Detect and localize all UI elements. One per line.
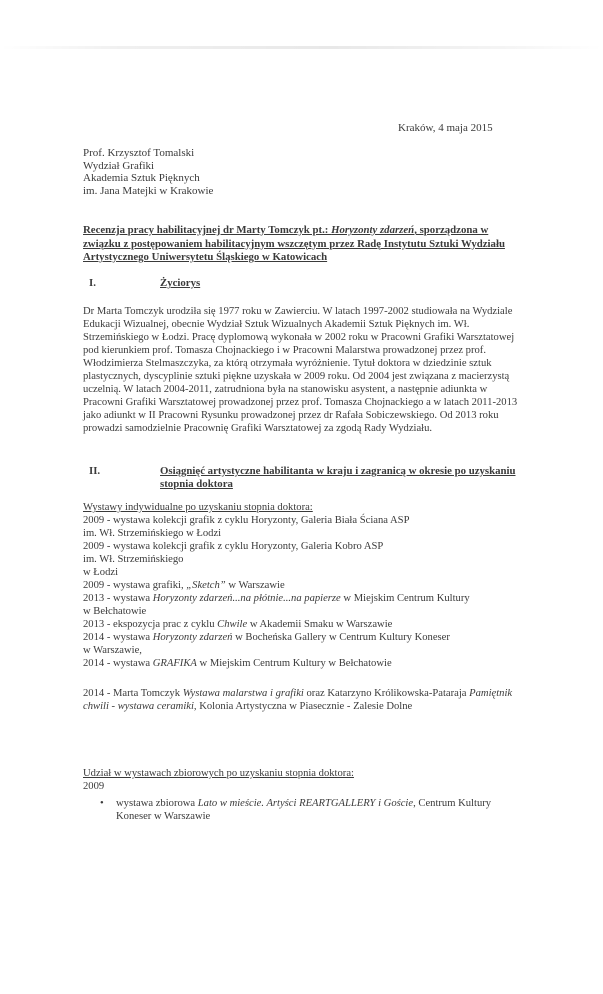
section-2-number: II. — [89, 465, 101, 477]
item-text: w Akademii Smaku w Warszawie — [247, 619, 393, 630]
list-item: w Bełchatowie — [83, 606, 147, 617]
item-text: oraz Katarzyno Królikowska-Pataraja — [303, 688, 470, 699]
individual-exhibitions — [83, 501, 523, 670]
item-italic: Pamiętnik chwili - wystawa ceramiki, — [83, 688, 513, 712]
list-item — [83, 618, 523, 631]
joint-exhibition — [83, 687, 523, 713]
item-italic: Horyzonty zdarzeń — [152, 632, 233, 643]
group-heading: Udział w wystawach zbiorowych po uzyskaniu stopnia doktora: — [83, 768, 354, 779]
section-1-title: Życiorys — [160, 277, 201, 289]
group-year: 2009 — [83, 781, 105, 792]
heading-part1: Recenzja pracy habilitacyjnej dr Marty Tomczyk pt.: — [83, 224, 332, 236]
heading-part2: , sporządzona w związku z postępowaniem habilitacyjnym wszczętym przez Radę Instytutu Sztuki Wydziału Artystycznego Uniwersytetu Śląskiego w Katowicach — [83, 224, 505, 263]
item-text: 2014 - Marta Tomczyk — [83, 688, 183, 699]
item-text: w Miejskim Centrum Kultury w Bełchatowie — [196, 658, 392, 669]
individual-heading: Wystawy indywidualne po uzyskaniu stopnia doktora: — [83, 502, 313, 513]
recipient-address — [83, 147, 213, 197]
recipient-line: Prof. Krzysztof Tomalski — [83, 147, 195, 159]
scan-artifact — [0, 46, 603, 49]
item-text: Kolonia Artystyczna w Piasecznie - Zalesie Dolne — [196, 701, 413, 712]
recipient-line: im. Jana Matejki w Krakowie — [83, 184, 214, 197]
item-text: 2014 - wystawa — [83, 658, 153, 669]
bullet-icon: • — [100, 798, 104, 809]
list-item — [83, 631, 523, 644]
list-item: im. Wł. Strzemińskiego — [83, 554, 184, 565]
item-italic: Lato w mieście. Artyści REARTGALLERY i Goście — [197, 798, 414, 809]
item-text: 2009 - wystawa grafiki, — [83, 580, 187, 591]
list-item — [83, 592, 523, 605]
list-item: 2009 - wystawa kolekcji grafik z cyklu Horyzonty, Galeria Biała Ściana ASP — [83, 515, 410, 526]
item-text: 2013 - ekspozycja prac z cyklu — [83, 619, 218, 630]
group-exhibitions — [83, 767, 523, 793]
list-item — [83, 657, 523, 670]
recipient-line: Wydział Grafiki — [83, 159, 155, 172]
item-text: w Warszawie — [225, 580, 285, 591]
item-italic: Horyzonty zdarzeń...na płótnie...na papierze — [152, 593, 341, 604]
item-italic: GRAFIKA — [152, 658, 197, 669]
heading-title: Horyzonty zdarzeń — [331, 224, 415, 236]
item-text: 2013 - wystawa — [83, 593, 153, 604]
bullet-text — [116, 797, 516, 823]
item-text: 2014 - wystawa — [83, 632, 153, 643]
item-text: w Miejskim Centrum Kultury — [340, 593, 470, 604]
section-1-paragraph: Dr Marta Tomczyk urodziła się 1977 roku w Zawierciu. W latach 1997-2002 studiowała na Wydziale Edukacji Wizualnej, obecnie Wydział Sztuk Wizualnych Akademii Sztuk Pięknych im. Wł. Strzemińskiego w Łodzi. Pracę dyplomową wykonała w 2002 roku w Pracowni Grafiki Warsztatowej pod kierunkiem prof. Tomasza Chojnackiego i w Pracowni Malarstwa prowadzonej przez prof. Włodzimierza Stelmaszczyka, za którą otrzymała wyróżnienie. Tytuł doktora w dziedzinie sztuk plastycznych, dyscyplinie sztuki piękne uzyskała w 2009 roku. Od 2004 jest związana z macierzystą uczelnią. W latach 2004-2011, zatrudniona była na stanowisku asystent, a następnie adiunkta w Pracowni Grafiki Warsztatowej prowadzonej przez prof. Tomasza Chojnackiego a w latach 2011-2013 jako adiunkt w II Pracowni Rysunku prowadzonej przez dr Rafała Sobiczewskiego. Od 2013 roku prowadzi samodzielnie Pracownię Grafiki Warsztatowej za zgodą Rady Wydziału. — [83, 306, 518, 434]
item-text: , Centrum Kultury Koneser w Warszawie — [116, 798, 492, 822]
list-item: w Warszawie, — [83, 645, 142, 656]
item-text: wystawa zbiorowa — [116, 798, 198, 809]
item-italic: „Sketch” — [186, 580, 226, 591]
letter-date: Kraków, 4 maja 2015 — [398, 122, 493, 134]
section-2-title: Osiągnięć artystyczne habilitanta w kraju i zagranicą w okresie po uzyskaniu stopnia doktora — [160, 465, 516, 490]
review-heading — [83, 224, 523, 265]
section-1-number: I. — [89, 277, 96, 289]
item-text: w Bocheńska Gallery w Centrum Kultury Koneser — [232, 632, 450, 643]
list-item: w Łodzi — [83, 567, 119, 578]
list-item — [83, 579, 523, 592]
list-item: 2009 - wystawa kolekcji grafik z cyklu Horyzonty, Galeria Kobro ASP — [83, 541, 384, 552]
list-item: im. Wł. Strzemińskiego w Łodzi — [83, 528, 222, 539]
recipient-line: Akademia Sztuk Pięknych — [83, 172, 200, 185]
item-italic: Wystawa malarstwa i grafiki — [182, 688, 304, 699]
item-italic: Chwile — [217, 619, 248, 630]
